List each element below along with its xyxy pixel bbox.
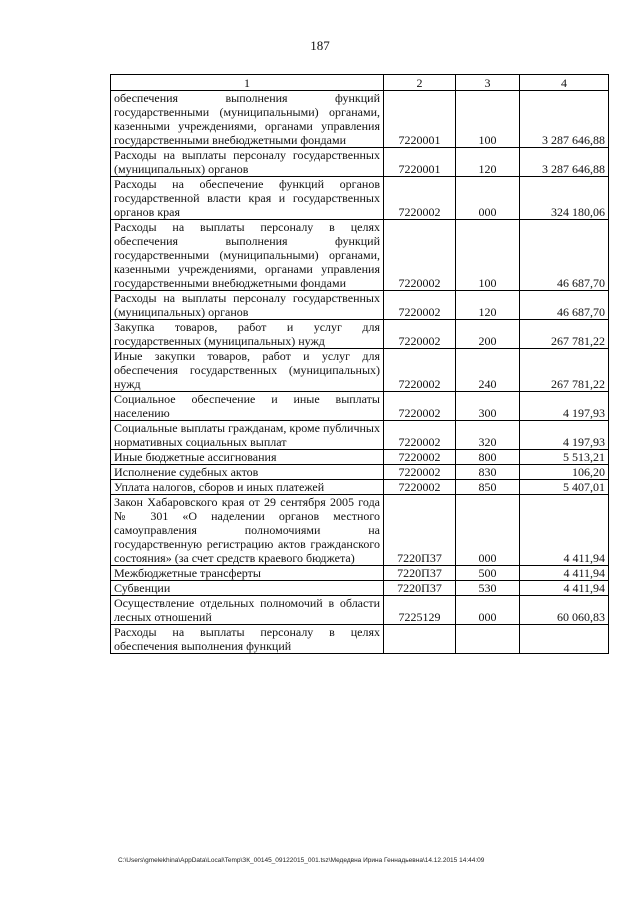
row-amount: 4 411,94: [520, 566, 609, 581]
row-amount: 4 411,94: [520, 581, 609, 596]
row-expense-type: 000: [456, 177, 520, 220]
row-target-code: 7220002: [384, 291, 456, 320]
row-amount: 4 197,93: [520, 392, 609, 421]
column-header-2: 2: [384, 75, 456, 91]
table-row: [111, 177, 609, 220]
row-description: Социальное обеспечение и иные выплаты населению: [111, 392, 384, 421]
row-expense-type: 000: [456, 495, 520, 566]
table-row: [111, 566, 609, 581]
row-target-code: [384, 625, 456, 654]
table-row: [111, 581, 609, 596]
row-description: Расходы на выплаты персоналу государственных (муниципальных) органов: [111, 148, 384, 177]
row-description: Расходы на обеспечение функций органов государственной власти края и государственных органов края: [111, 177, 384, 220]
row-expense-type: 100: [456, 91, 520, 148]
file-path-footer: C:\Users\gmelekhina\AppData\Local\Temp\ЗК_00145_09122015_001.tsz\Медедвна Ирина Геннадьевна\14.12.2015 14:44:09: [118, 857, 485, 864]
row-expense-type: 850: [456, 480, 520, 495]
row-amount: [520, 625, 609, 654]
row-amount: 46 687,70: [520, 220, 609, 291]
row-target-code: 7220002: [384, 450, 456, 465]
table-row: [111, 392, 609, 421]
row-expense-type: 800: [456, 450, 520, 465]
row-target-code: 7220002: [384, 320, 456, 349]
row-target-code: 7220П37: [384, 581, 456, 596]
row-expense-type: 830: [456, 465, 520, 480]
row-expense-type: 120: [456, 148, 520, 177]
row-expense-type: 530: [456, 581, 520, 596]
row-target-code: 7220П37: [384, 495, 456, 566]
row-description: Осуществление отдельных полномочий в области лесных отношений: [111, 596, 384, 625]
row-target-code: 7220002: [384, 177, 456, 220]
table-row: [111, 320, 609, 349]
table-row: [111, 148, 609, 177]
row-target-code: 7225129: [384, 596, 456, 625]
row-amount: 3 287 646,88: [520, 91, 609, 148]
row-description: Расходы на выплаты персоналу в целях обеспечения выполнения функций государственными (муниципальными) органами, казенными учреждениями, органами управления государственными внебюджетными фондами: [111, 220, 384, 291]
row-target-code: 7220002: [384, 349, 456, 392]
table-row: [111, 596, 609, 625]
row-amount: 5 407,01: [520, 480, 609, 495]
row-description: обеспечения выполнения функций государственными (муниципальными) органами, казенными учреждениями, органами управления государственными внебюджетными фондами: [111, 91, 384, 148]
row-description: Иные закупки товаров, работ и услуг для обеспечения государственных (муниципальных) нужд: [111, 349, 384, 392]
row-description: Закупка товаров, работ и услуг для государственных (муниципальных) нужд: [111, 320, 384, 349]
column-header-1: 1: [111, 75, 384, 91]
row-amount: 4 411,94: [520, 495, 609, 566]
table-body: [111, 91, 609, 654]
row-target-code: 7220П37: [384, 566, 456, 581]
row-amount: 46 687,70: [520, 291, 609, 320]
table-row: [111, 91, 609, 148]
table-row: [111, 349, 609, 392]
row-target-code: 7220001: [384, 148, 456, 177]
column-header-3: 3: [456, 75, 520, 91]
row-target-code: 7220001: [384, 91, 456, 148]
row-expense-type: 000: [456, 596, 520, 625]
row-description: Закон Хабаровского края от 29 сентября 2005 года № 301 «О наделении органов местного самоуправления полномочиями на государственную регистрацию актов гражданского состояния» (за счет средств краевого бюджета): [111, 495, 384, 566]
table-row: [111, 220, 609, 291]
row-amount: 4 197,93: [520, 421, 609, 450]
table-row: [111, 495, 609, 566]
table-header-row: [111, 75, 609, 91]
row-amount: 106,20: [520, 465, 609, 480]
row-description: Исполнение судебных актов: [111, 465, 384, 480]
row-target-code: 7220002: [384, 220, 456, 291]
row-amount: 267 781,22: [520, 349, 609, 392]
row-amount: 60 060,83: [520, 596, 609, 625]
row-expense-type: 240: [456, 349, 520, 392]
page-number: 187: [310, 38, 330, 53]
row-description: Расходы на выплаты персоналу государственных (муниципальных) органов: [111, 291, 384, 320]
budget-table: [110, 74, 609, 654]
row-description: Социальные выплаты гражданам, кроме публичных нормативных социальных выплат: [111, 421, 384, 450]
row-expense-type: 100: [456, 220, 520, 291]
table-row: [111, 291, 609, 320]
row-description: Субвенции: [111, 581, 384, 596]
row-description: Расходы на выплаты персоналу в целях обеспечения выполнения функций: [111, 625, 384, 654]
column-header-4: 4: [520, 75, 609, 91]
row-target-code: 7220002: [384, 392, 456, 421]
row-expense-type: [456, 625, 520, 654]
row-amount: 324 180,06: [520, 177, 609, 220]
row-amount: 3 287 646,88: [520, 148, 609, 177]
row-expense-type: 200: [456, 320, 520, 349]
table-row: [111, 625, 609, 654]
row-target-code: 7220002: [384, 465, 456, 480]
row-expense-type: 300: [456, 392, 520, 421]
table-row: [111, 450, 609, 465]
table-row: [111, 465, 609, 480]
table-row: [111, 480, 609, 495]
row-expense-type: 500: [456, 566, 520, 581]
row-description: Межбюджетные трансферты: [111, 566, 384, 581]
row-target-code: 7220002: [384, 480, 456, 495]
row-expense-type: 120: [456, 291, 520, 320]
row-target-code: 7220002: [384, 421, 456, 450]
row-description: Уплата налогов, сборов и иных платежей: [111, 480, 384, 495]
row-description: Иные бюджетные ассигнования: [111, 450, 384, 465]
row-amount: 267 781,22: [520, 320, 609, 349]
row-expense-type: 320: [456, 421, 520, 450]
row-amount: 5 513,21: [520, 450, 609, 465]
table-row: [111, 421, 609, 450]
